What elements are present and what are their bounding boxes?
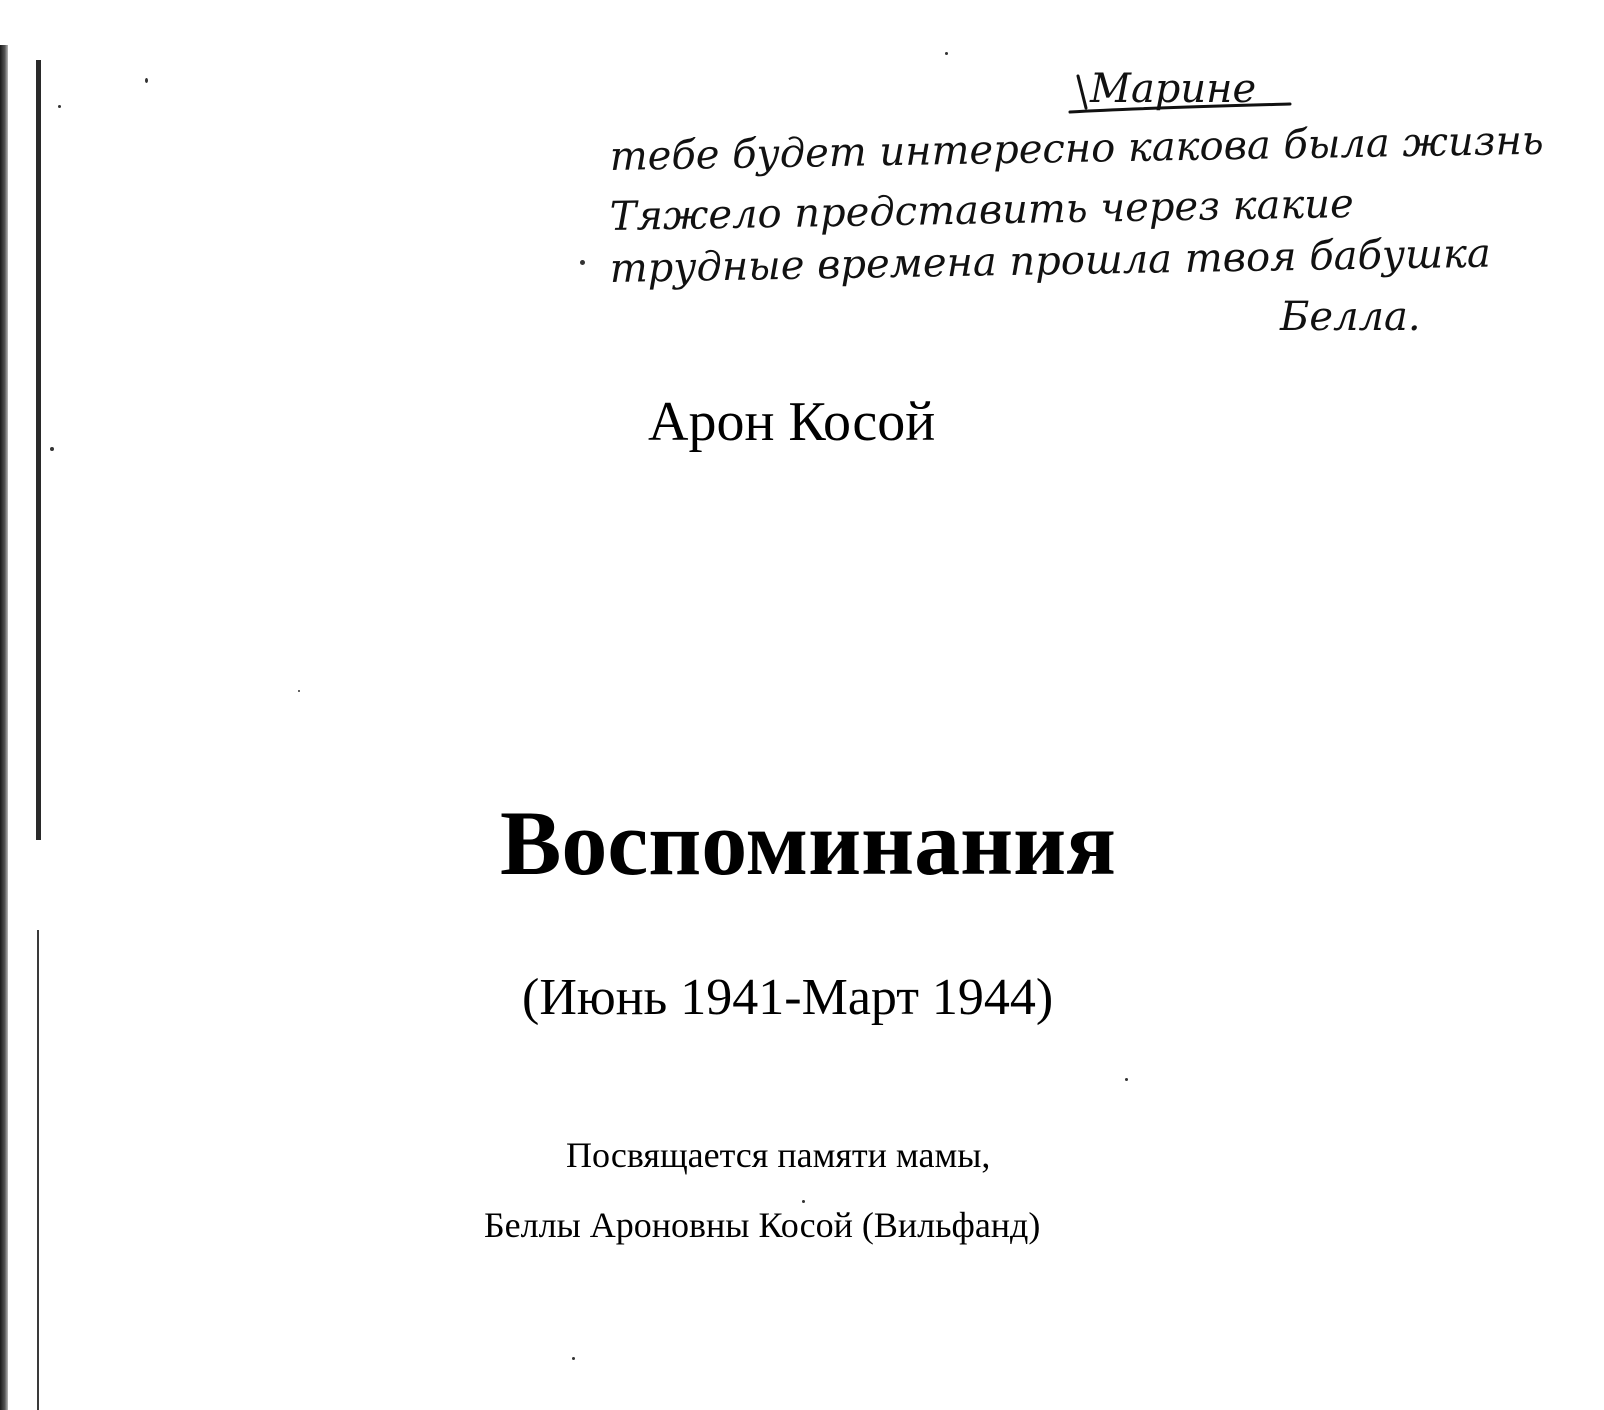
- handwritten-line-2: Тяжело представить через какие: [609, 181, 1355, 240]
- scan-margin-line-upper: [36, 60, 41, 840]
- dedication-line-1: Посвящается памяти мамы,: [566, 1135, 991, 1175]
- handwritten-line-1: тебе будет интересно какова была жизнь: [609, 117, 1545, 180]
- scan-left-edge: [0, 45, 8, 1410]
- scan-speck: [58, 105, 61, 108]
- scan-speck: [50, 447, 54, 451]
- scan-speck: [298, 690, 300, 692]
- scan-speck: [572, 1357, 575, 1360]
- scan-speck: [580, 260, 585, 265]
- author-name: Арон Косой: [648, 391, 936, 453]
- scan-margin-line-lower: [37, 930, 39, 1410]
- scan-speck: [145, 78, 148, 83]
- handwritten-addressee: Марине: [1090, 66, 1257, 112]
- scan-speck: [1125, 1078, 1128, 1081]
- scan-speck: [802, 1200, 805, 1203]
- book-title: Воспоминания: [500, 792, 1116, 894]
- dedication-line-2: Беллы Ароновны Косой (Вильфанд): [484, 1205, 1041, 1245]
- handwritten-line-3: трудные времена прошла твоя бабушка: [609, 230, 1492, 292]
- scan-speck: [945, 52, 948, 55]
- handwritten-inscription: [600, 60, 1580, 360]
- date-range: (Июнь 1941-Март 1944): [522, 969, 1054, 1026]
- handwritten-signature: Белла.: [1280, 294, 1421, 340]
